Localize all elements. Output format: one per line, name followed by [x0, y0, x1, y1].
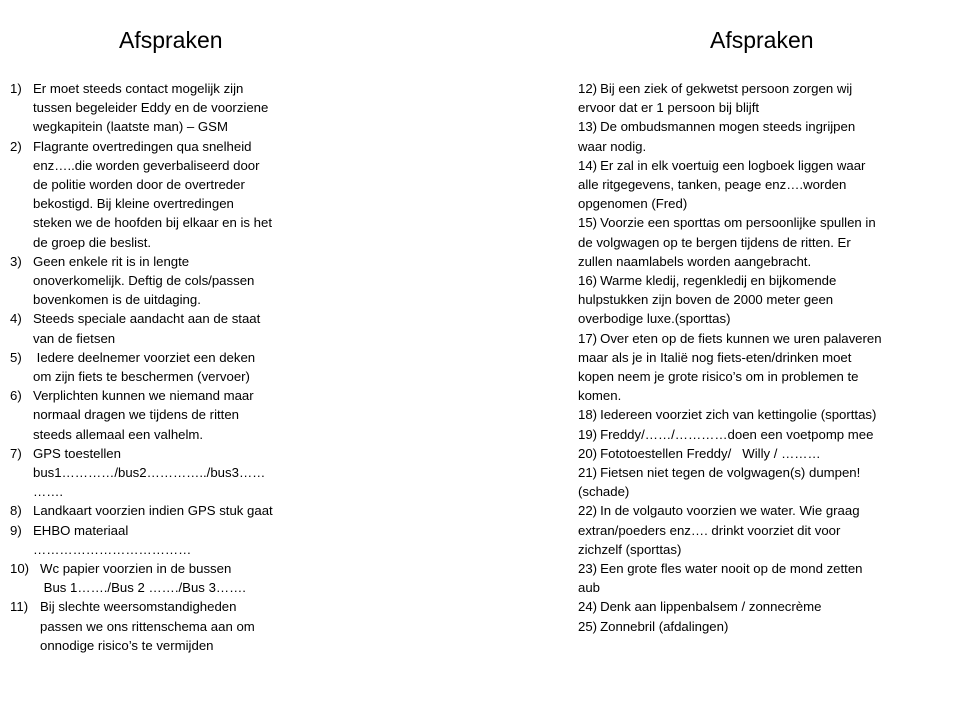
item-text-line: waar nodig.	[578, 138, 647, 154]
item-text-line: Er zal in elk voertuig een logboek liggen waar	[600, 157, 866, 173]
item-number: 25)	[578, 618, 598, 634]
agreement-item	[10, 309, 350, 347]
left-agreement-list	[10, 79, 350, 655]
item-text-line: Fietsen niet tegen de volgwagen(s) dumpen!	[600, 465, 861, 481]
item-number: 2)	[10, 138, 22, 154]
item-text-line: aub	[578, 580, 601, 596]
item-text-line: de volgwagen op te bergen tijdens de ritten. Er	[578, 234, 851, 250]
item-text-line: Zonnebril (afdalingen)	[600, 618, 729, 634]
item-text-line: alle ritgegevens, tanken, peage enz….worden	[578, 177, 847, 193]
item-number: 7)	[10, 445, 22, 461]
item-number: 8)	[10, 503, 22, 519]
item-number: 17)	[578, 330, 598, 346]
item-text-line: opgenomen (Fred)	[578, 196, 688, 212]
item-text-line: bovenkomen is de uitdaging.	[33, 292, 201, 308]
item-text-line: onnodige risico’s te vermijden	[40, 637, 214, 653]
item-text-line: ervoor dat er 1 persoon bij blijft	[578, 100, 760, 116]
right-title: Afspraken	[710, 27, 814, 53]
agreement-item	[578, 117, 956, 155]
item-text-line: steken we de hoofden bij elkaar en is het	[33, 215, 272, 231]
item-number: 3)	[10, 253, 22, 269]
item-text-line: In de volgauto voorzien we water. Wie graag	[600, 503, 860, 519]
item-text-line: van de fietsen	[33, 330, 116, 346]
agreement-item	[578, 444, 956, 463]
item-text-line: Geen enkele rit is in lengte	[33, 253, 190, 269]
item-text-line: de politie worden door de overtreder	[33, 177, 245, 193]
item-text-line: ………………………………	[33, 541, 192, 557]
agreement-item	[10, 521, 350, 559]
item-text-line: De ombudsmannen mogen steeds ingrijpen	[600, 119, 856, 135]
agreement-item	[10, 501, 350, 520]
item-number: 13)	[578, 119, 598, 135]
item-text-line: steeds allemaal een valhelm.	[33, 426, 204, 442]
item-text-line: …….	[33, 484, 64, 500]
item-text-line: komen.	[578, 388, 622, 404]
item-text-line: Iedere deelnemer voorziet een deken	[33, 349, 256, 365]
item-number: 16)	[578, 273, 598, 289]
item-text-line: Landkaart voorzien indien GPS stuk gaat	[33, 503, 273, 519]
item-number: 4)	[10, 311, 22, 327]
agreement-item	[10, 597, 350, 655]
item-text-line: Verplichten kunnen we niemand maar	[33, 388, 254, 404]
item-text-line: extran/poeders enz…. drinkt voorziet dit voor	[578, 522, 841, 538]
item-number: 23)	[578, 561, 598, 577]
item-number: 6)	[10, 388, 22, 404]
item-text-line: GPS toestellen	[33, 445, 121, 461]
item-number: 11)	[10, 599, 29, 615]
agreement-item	[10, 137, 350, 252]
agreement-item	[578, 329, 956, 406]
item-text-line: enz…..die worden geverbaliseerd door	[33, 157, 260, 173]
item-text-line: EHBO materiaal	[33, 522, 129, 538]
item-number: 10)	[10, 561, 30, 577]
agreement-item	[578, 405, 956, 424]
item-text-line: Bij een ziek of gekwetst persoon zorgen wij	[600, 81, 853, 96]
item-text-line: onoverkomelijk. Deftig de cols/passen	[33, 273, 255, 289]
left-title: Afspraken	[119, 27, 223, 53]
item-text-line: Er moet steeds contact mogelijk zijn	[33, 81, 244, 96]
item-number: 19)	[578, 426, 598, 442]
item-text-line: kopen neem je grote risico’s om in problemen te	[578, 369, 859, 385]
item-number: 15)	[578, 215, 598, 231]
agreement-item	[578, 617, 956, 636]
item-text-line: Freddy/……/…………doen een voetpomp mee	[600, 426, 874, 442]
agreement-item	[578, 501, 956, 559]
item-number: 24)	[578, 599, 598, 615]
item-text-line: Denk aan lippenbalsem / zonnecrème	[600, 599, 822, 615]
item-number: 22)	[578, 503, 598, 519]
agreement-item	[10, 252, 350, 310]
item-number: 5)	[10, 349, 22, 365]
item-text-line: Flagrante overtredingen qua snelheid	[33, 138, 252, 154]
agreement-item	[578, 597, 956, 616]
agreement-item	[10, 559, 350, 597]
agreement-item	[10, 348, 350, 386]
item-text-line: (schade)	[578, 484, 630, 500]
item-text-line: zichzelf (sporttas)	[578, 541, 682, 557]
item-text-line: Steeds speciale aandacht aan de staat	[33, 311, 261, 327]
item-number: 21)	[578, 465, 598, 481]
agreement-item	[10, 386, 350, 444]
agreement-item	[578, 425, 956, 444]
item-text-line: de groep die beslist.	[33, 234, 152, 250]
item-text-line: Voorzie een sporttas om persoonlijke spullen in	[600, 215, 876, 231]
item-text-line: bus1…………/bus2…………../bus3……	[33, 465, 266, 481]
item-text-line: Bij slechte weersomstandigheden	[40, 599, 237, 615]
item-text-line: normaal dragen we tijdens de ritten	[33, 407, 239, 423]
item-number: 12)	[578, 81, 598, 96]
item-text-line: zullen naamlabels worden aangebracht.	[578, 253, 812, 269]
item-number: 1)	[10, 81, 22, 96]
item-number: 20)	[578, 445, 598, 461]
agreement-item	[578, 79, 956, 117]
item-number: 14)	[578, 157, 598, 173]
item-text-line: tussen begeleider Eddy en de voorziene	[33, 100, 269, 116]
item-text-line: Bus 1……./Bus 2 ……./Bus 3…….	[40, 580, 246, 596]
agreement-item	[578, 271, 956, 329]
agreement-item	[578, 156, 956, 214]
item-text-line: Over eten op de fiets kunnen we uren palaveren	[600, 330, 882, 346]
item-number: 18)	[578, 407, 598, 423]
item-text-line: Fototoestellen Freddy/ Willy / ………	[600, 445, 821, 461]
item-text-line: om zijn fiets te beschermen (vervoer)	[33, 369, 250, 385]
item-text-line: Iedereen voorziet zich van kettingolie (sporttas)	[600, 407, 877, 423]
right-agreement-list	[578, 79, 956, 636]
item-text-line: Warme kledij, regenkledij en bijkomende	[600, 273, 837, 289]
agreement-item	[10, 79, 350, 137]
agreement-item	[10, 444, 350, 502]
agreement-item	[578, 559, 956, 597]
item-text-line: passen we ons rittenschema aan om	[40, 618, 255, 634]
item-text-line: Een grote fles water nooit op de mond zetten	[600, 561, 863, 577]
item-number: 9)	[10, 522, 22, 538]
item-text-line: overbodige luxe.(sporttas)	[578, 311, 731, 327]
agreement-item	[578, 463, 956, 501]
item-text-line: hulpstukken zijn boven de 2000 meter geen	[578, 292, 834, 308]
item-text-line: wegkapitein (laatste man) – GSM	[33, 119, 228, 135]
agreement-item	[578, 213, 956, 271]
item-text-line: Wc papier voorzien in de bussen	[40, 561, 232, 577]
item-text-line: bekostigd. Bij kleine overtredingen	[33, 196, 234, 212]
item-text-line: maar als je in Italië nog fiets-eten/drinken moet	[578, 349, 852, 365]
